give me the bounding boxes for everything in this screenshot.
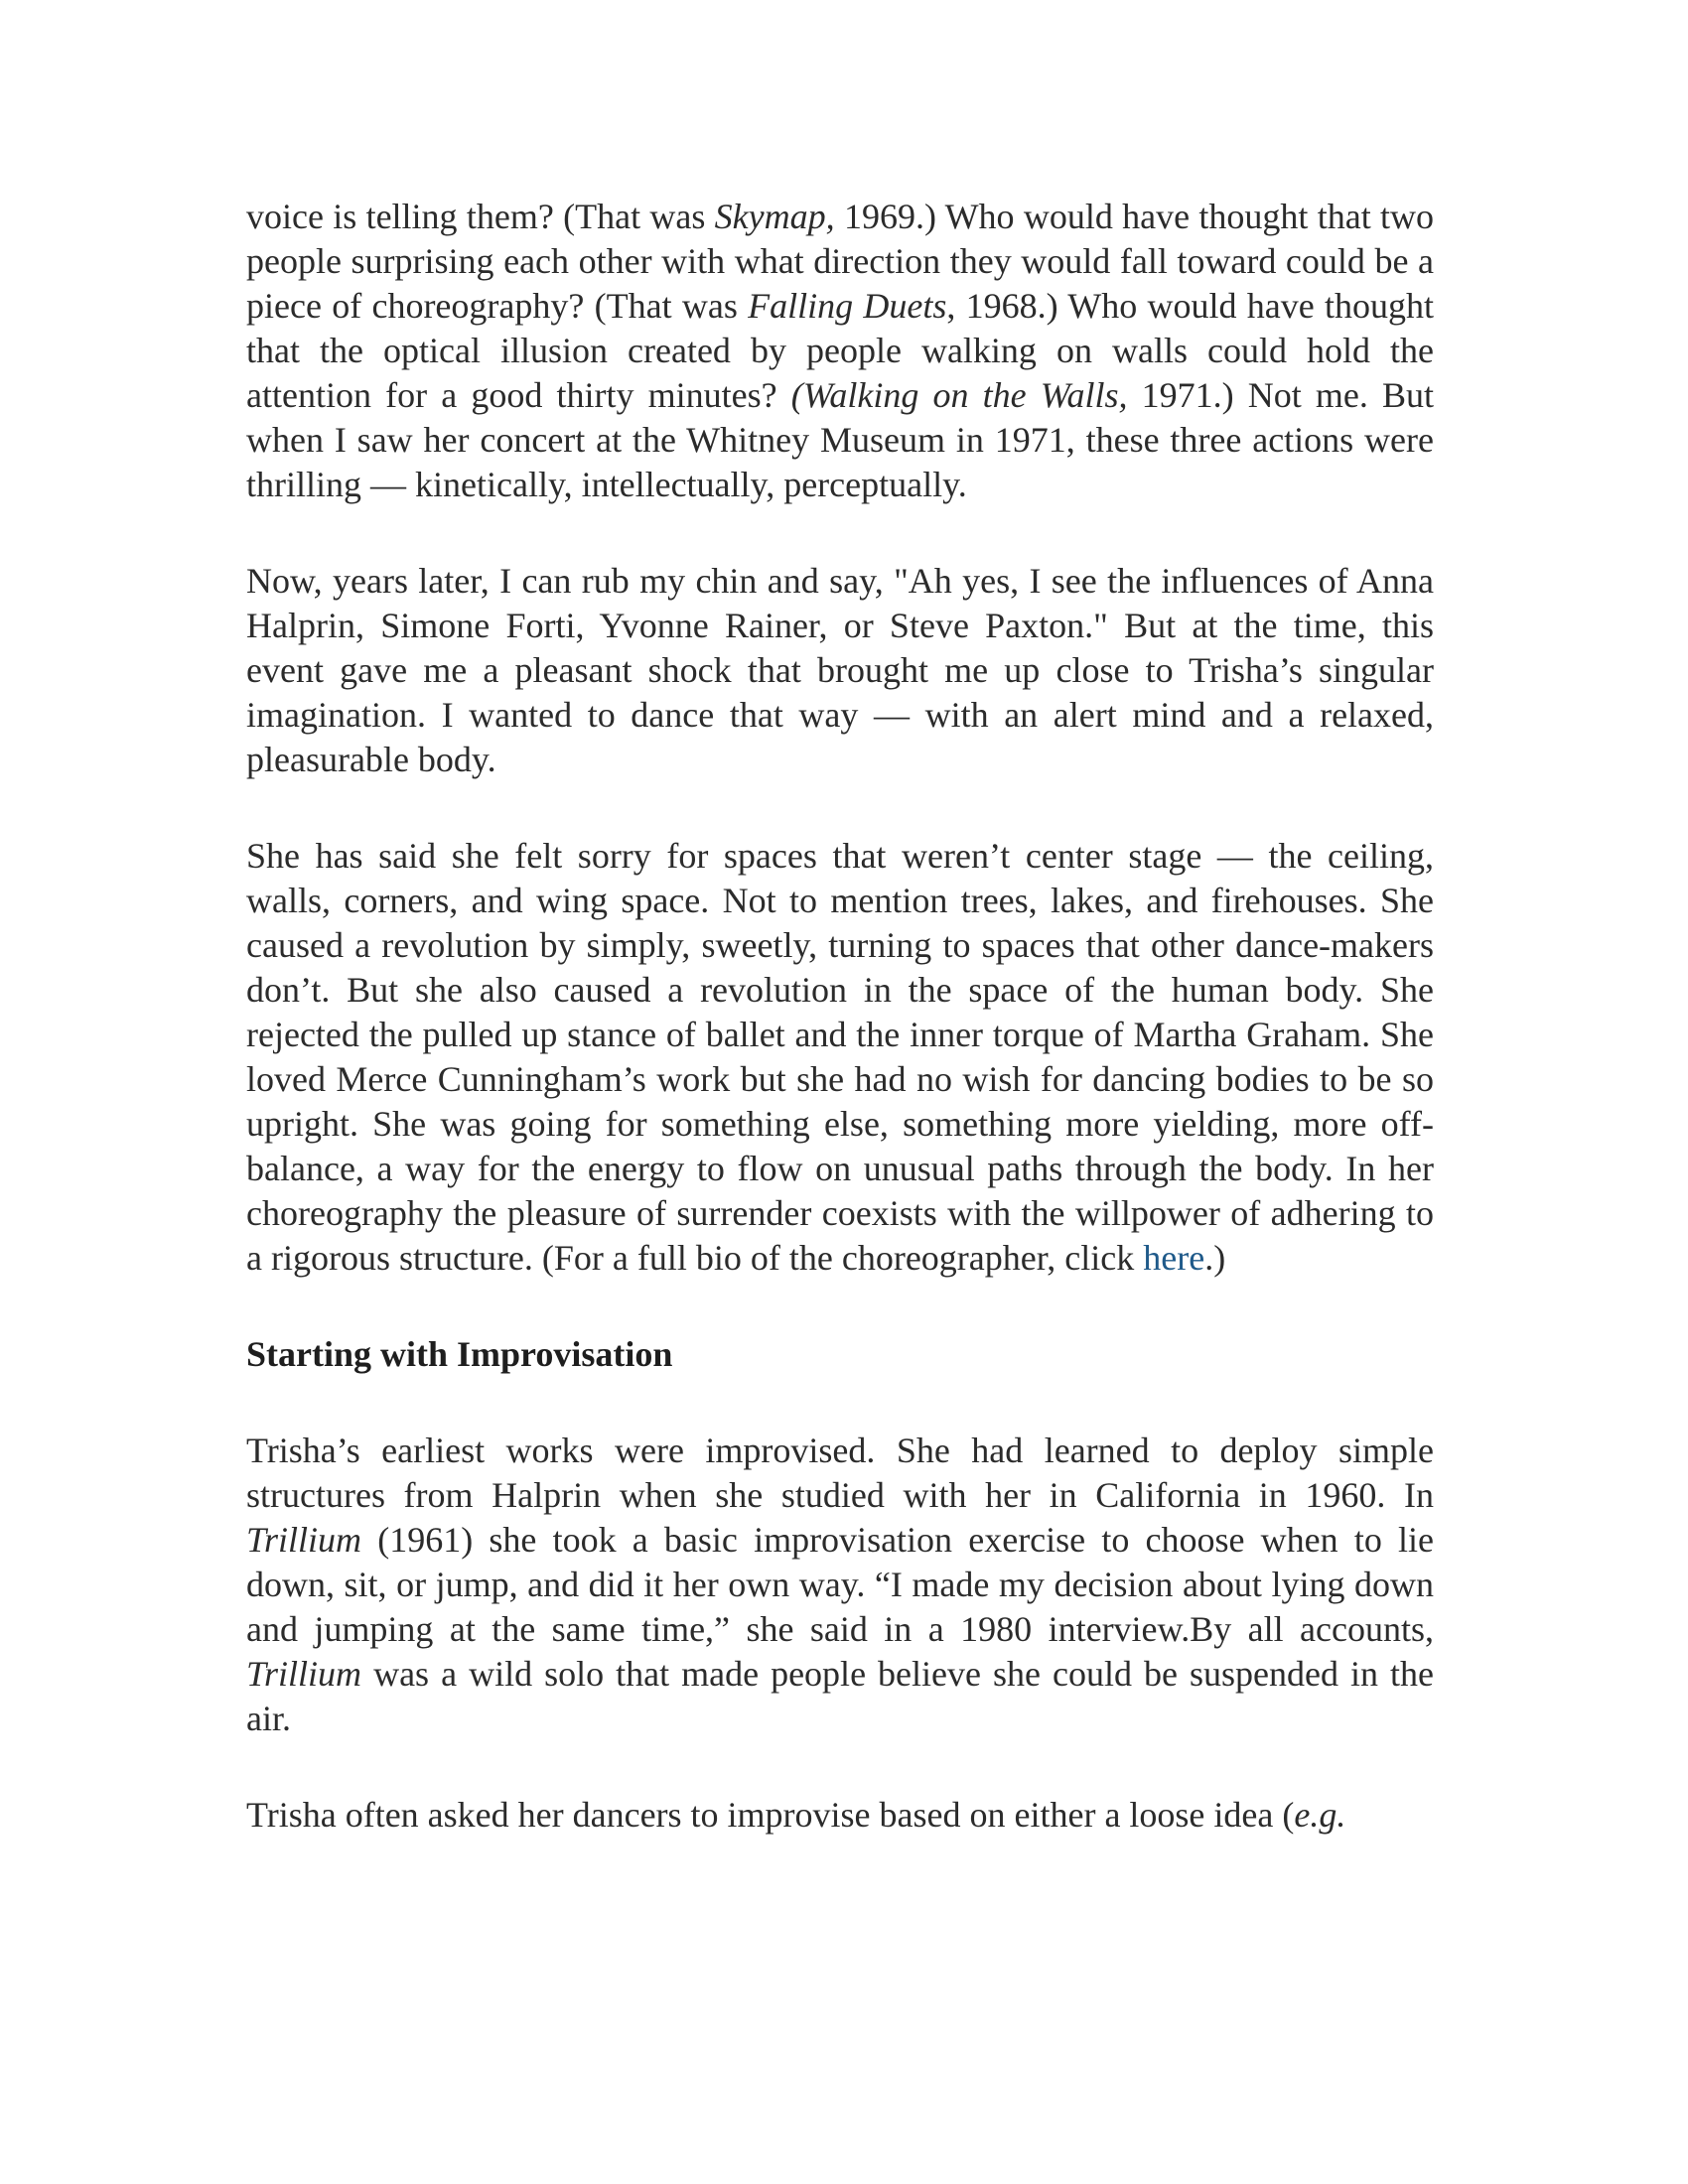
- paragraph-skymap: [246, 195, 1434, 507]
- text-run: 1971.) Not me. But when I saw her concert at the Whitney Museum in 1971, these three actions were thrilling — kinetically, intellectually, perceptually.: [246, 375, 1434, 504]
- paragraph-improvise: [246, 1793, 1434, 1838]
- abbreviation-eg: e.g.: [1294, 1795, 1346, 1835]
- text-run: Trisha often asked her dancers to improvise based on either a loose idea (: [246, 1795, 1295, 1835]
- work-title-falling-duets: Falling Duets: [748, 286, 947, 326]
- work-title-skymap: Skymap,: [714, 197, 835, 236]
- text-run: 1969.) Who would have thought that two people surprising each other with what direction they would fall toward could be a piece of choreography? (That was: [246, 197, 1434, 326]
- section-heading: Starting with Improvisation: [246, 1334, 673, 1374]
- work-title-walking-on-the-walls: (Walking on the Walls,: [790, 375, 1128, 415]
- work-title-trillium: Trillium: [246, 1520, 362, 1560]
- text-run: was a wild solo that made people believe she could be suspended in the air.: [246, 1654, 1434, 1738]
- text-run: , 1968.) Who would have thought that the optical illusion created by people walking on walls could hold the attention for a good thirty minutes?: [246, 286, 1435, 415]
- paragraph-trillium: [246, 1429, 1434, 1741]
- bio-link[interactable]: here: [1143, 1238, 1205, 1278]
- text-run: Trisha’s earliest works were improvised. She had learned to deploy simple structures from Halprin when she studied with her in California in 1960. In: [246, 1431, 1434, 1515]
- work-title-trillium: Trillium: [246, 1654, 362, 1694]
- document-page: [246, 195, 1434, 1889]
- paragraph-revolution: [246, 834, 1434, 1281]
- text-run: (1961) she took a basic improvisation exercise to choose when to lie down, sit, or jump, and did it her own way. “I made my decision about lying down and jumping at the same time,” she said in a 1980 interview.By all accounts,: [246, 1520, 1434, 1649]
- text-run: .): [1204, 1238, 1226, 1278]
- paragraph-influences: Now, years later, I can rub my chin and say, "Ah yes, I see the influences of Anna Halprin, Simone Forti, Yvonne Rainer, or Steve Paxton." But at the time, this event gave me a pleasant shock that brought me up close to Trisha’s singular imagination. I wanted to dance that way — with an alert mind and a relaxed, pleasurable body.: [246, 561, 1434, 779]
- text-run: She has said she felt sorry for spaces that weren’t center stage — the ceiling, walls, corners, and wing space. Not to mention trees, lakes, and firehouses. She caused a revolution by simply, sweetly, turning to spaces that other dance-makers don’t. But she also caused a revolution in the space of the human body. She rejected the pulled up stance of ballet and the inner torque of Martha Graham. She loved Merce Cunningham’s work but she had no wish for dancing bodies to be so upright. She was going for something else, something more yielding, more off-balance, a way for the energy to flow on unusual paths through the body. In her choreography the pleasure of surrender coexists with the willpower of adhering to a rigorous structure. (For a full bio of the choreographer, click: [246, 836, 1434, 1278]
- text-run: voice is telling them? (That was: [246, 197, 715, 236]
